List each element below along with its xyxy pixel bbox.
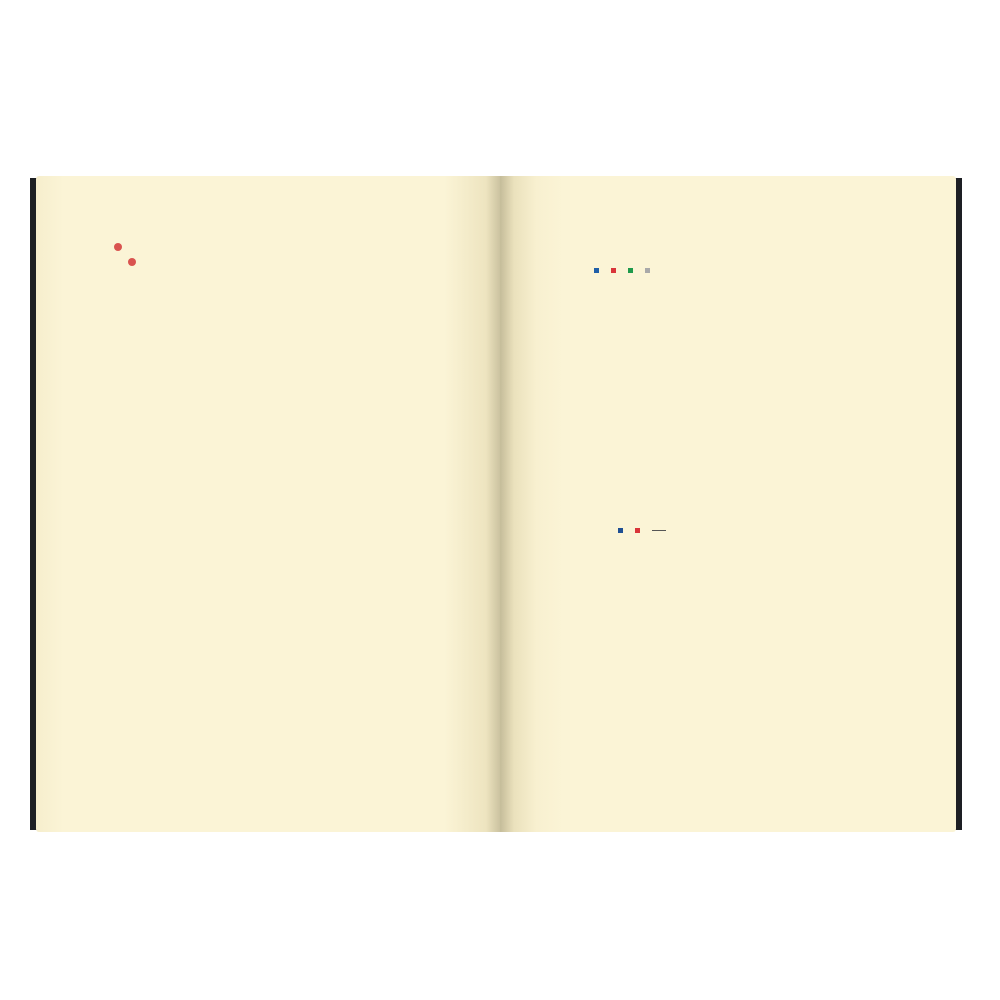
left-page: [36, 176, 500, 832]
paragraph-1: [114, 240, 446, 255]
chart2-mortes-por-conflito: [548, 532, 884, 756]
chart1-mortes-por-categoria: [548, 272, 884, 500]
left-body-text: [114, 240, 446, 271]
paragraph-3: [114, 255, 446, 270]
bullet-dot-icon: [128, 258, 136, 266]
bullet-dot-icon: [114, 243, 122, 251]
book-spine: [486, 176, 514, 832]
